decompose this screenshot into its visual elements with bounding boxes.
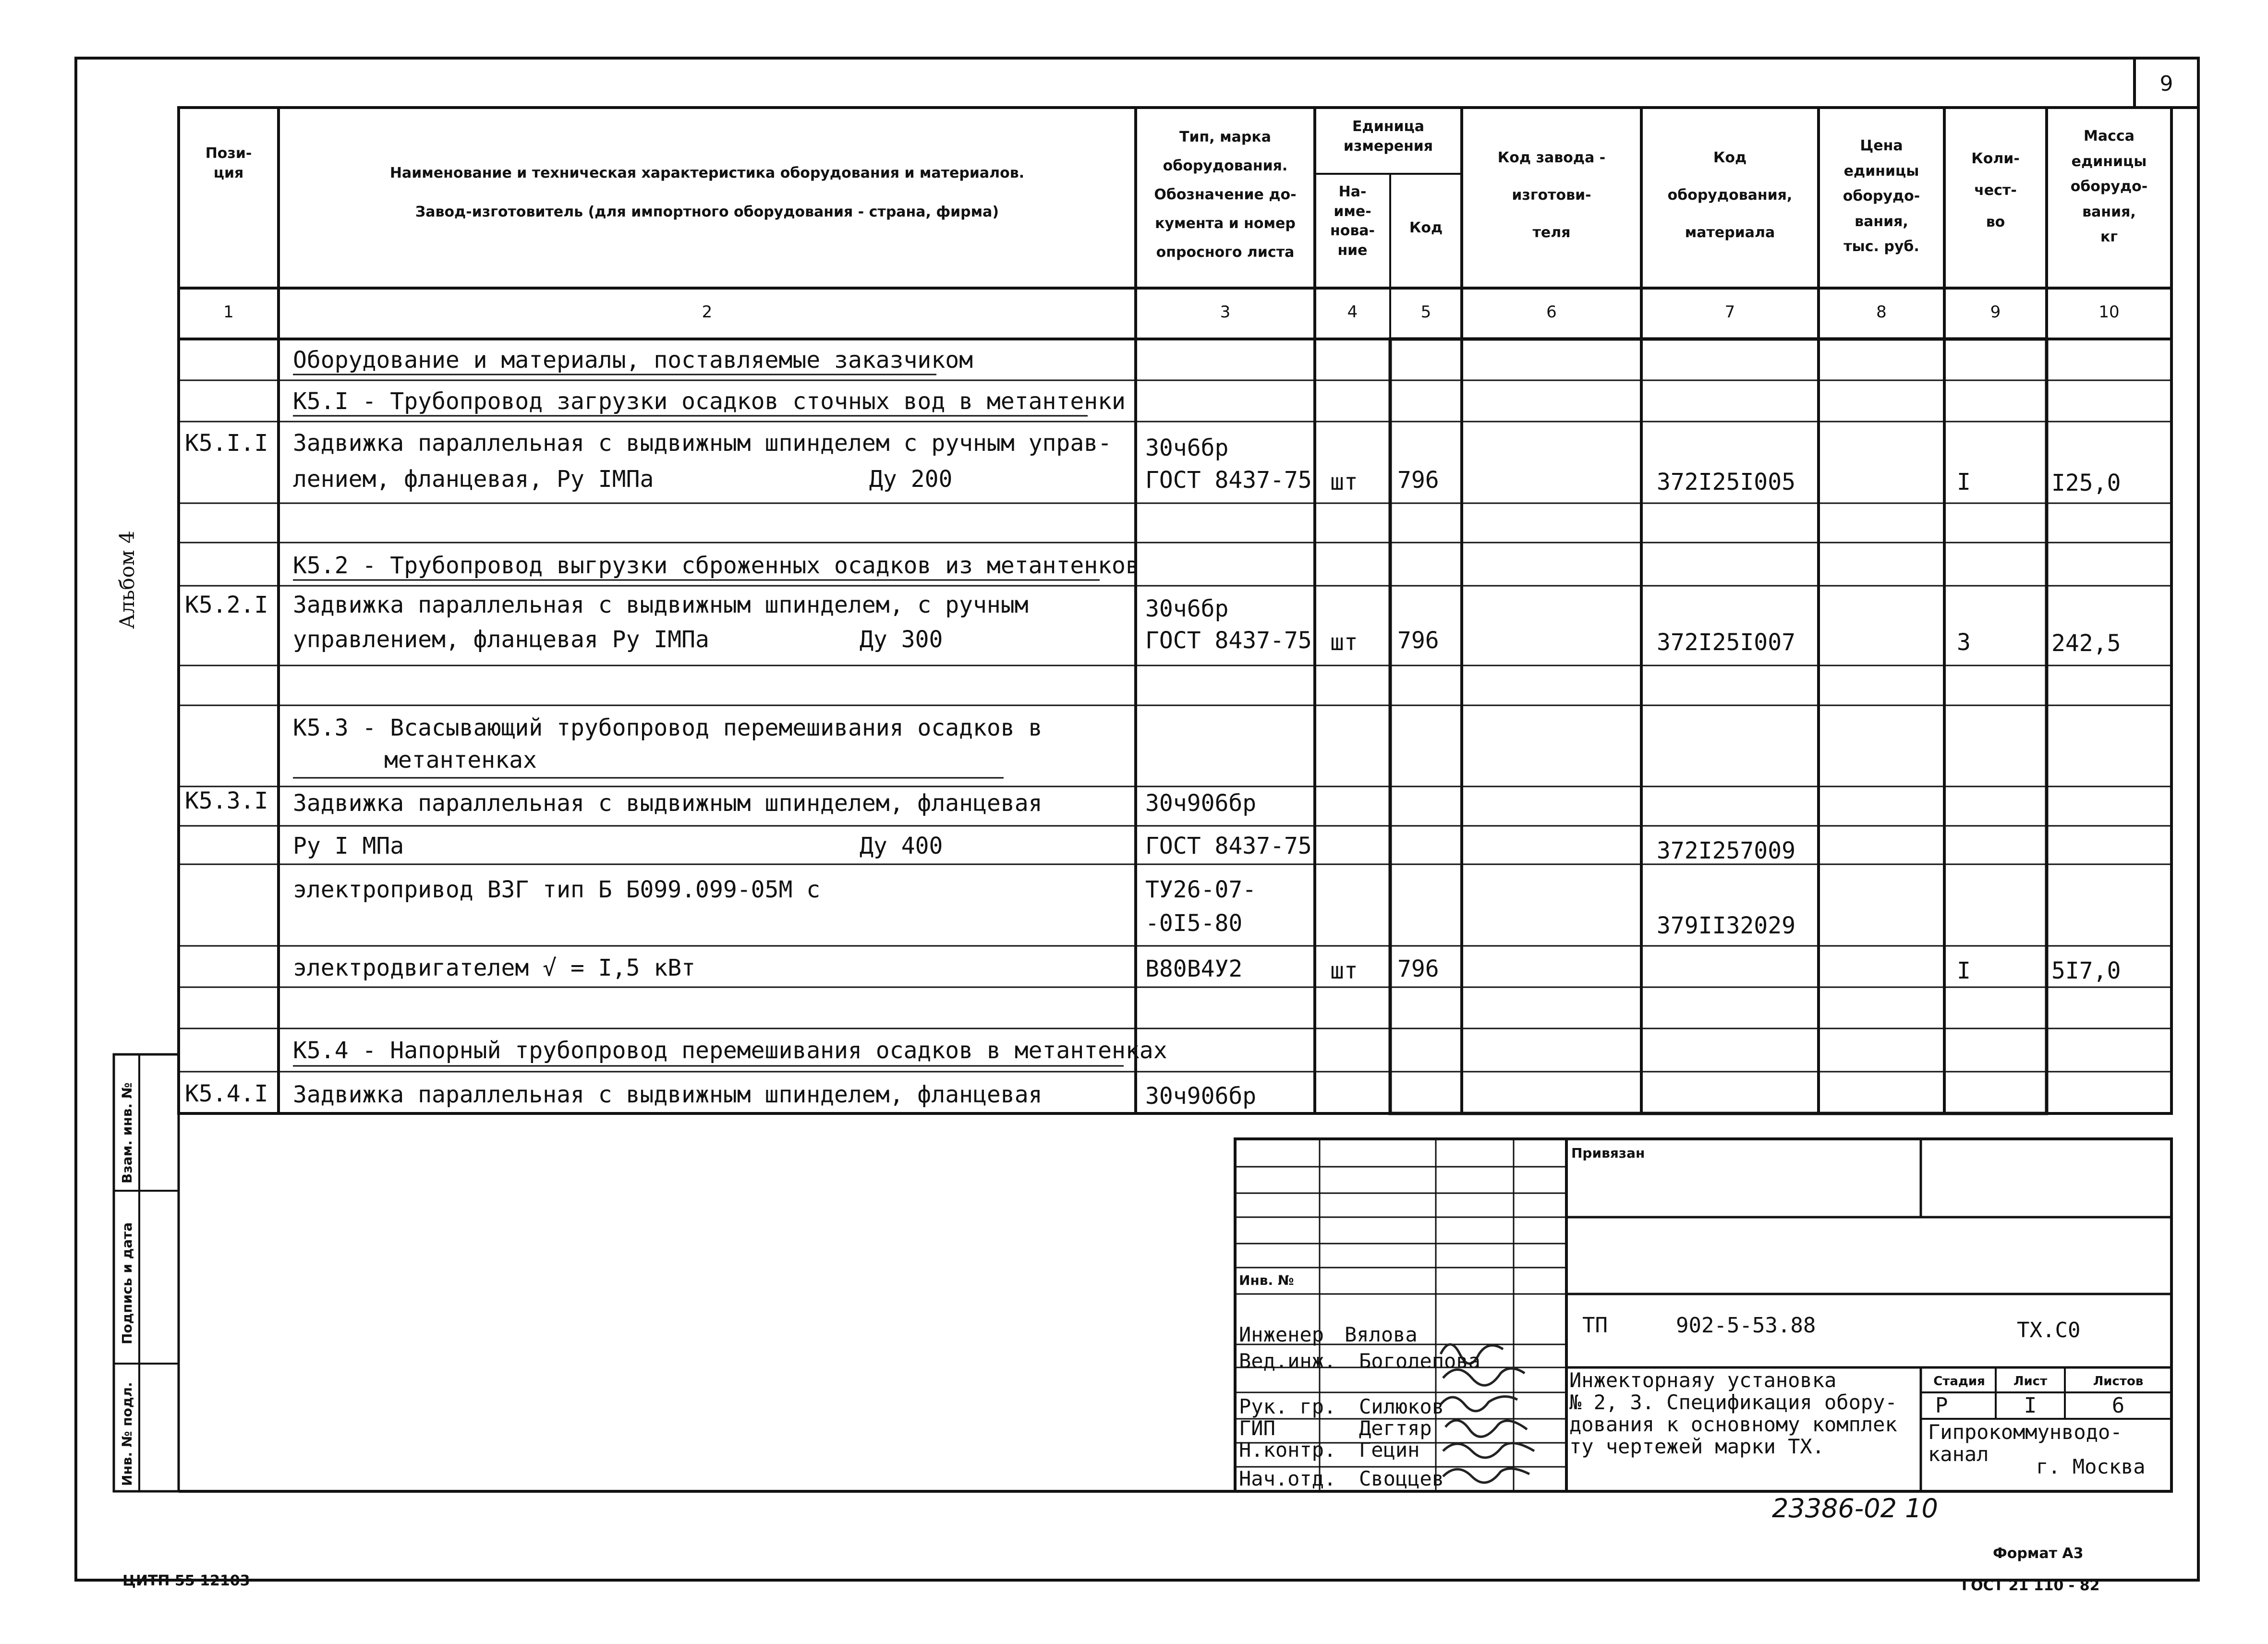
format-label: Формат А3	[1993, 1545, 2084, 1562]
table-cell-du: Ду 200	[869, 466, 953, 493]
sig-role: Вед.инж.	[1239, 1349, 1336, 1373]
col-header-unit-group: Единица измерения	[1343, 118, 1433, 155]
table-cell-type: В80В4У2	[1145, 955, 1243, 982]
table-cell-code: 372I257009	[1657, 837, 1795, 864]
tb-sheet-header: Лист	[2013, 1374, 2048, 1389]
table-cell-unit-code: 796	[1397, 467, 1439, 494]
table-cell-type: ТУ26-07-	[1145, 876, 1257, 903]
tb-stage: Р	[1935, 1393, 1948, 1418]
table-cell-mass: 5I7,0	[2051, 957, 2121, 984]
section-title: К5.2 - Трубопровод выгрузки сброженных осадков из метантенков	[293, 552, 1140, 579]
col-header-type: Тип, марка оборудования. Обозначение до- кумента и номер опросного листа	[1154, 129, 1297, 261]
printer-label: ЦИТП 55 12103	[122, 1572, 250, 1589]
tb-city: г. Москва	[2036, 1455, 2146, 1478]
stamp-vzam-inv: Взам. инв. №	[119, 1082, 135, 1184]
table-cell-du: Ду 300	[860, 626, 943, 653]
section-title: Оборудование и материалы, поставляемые заказчиком	[293, 347, 973, 374]
table-cell-name: Задвижка параллельная с выдвижным шпинделем, фланцевая	[293, 1081, 1043, 1108]
table-cell-name: Задвижка параллельная с выдвижным шпинделем, с ручным	[293, 592, 1029, 618]
table-cell-position: К5.I.I	[185, 430, 268, 457]
table-cell-du: Ду 400	[860, 833, 943, 859]
sig-name: Вялова	[1345, 1323, 1418, 1346]
table-cell-type: ГОСТ 8437-75	[1145, 467, 1312, 494]
tb-sheets: 6	[2111, 1393, 2125, 1418]
sig-role: Рук. гр.	[1239, 1395, 1336, 1418]
sig-name: Своццев	[1359, 1467, 1444, 1490]
table-cell-position: К5.3.I	[185, 787, 268, 814]
album-label: Альбом 4	[115, 531, 139, 629]
table-cell-code: 372I25I005	[1657, 469, 1795, 496]
table-cell-type: ГОСТ 8437-75	[1145, 627, 1312, 654]
table-cell-name: управлением, фланцевая Ру IМПа	[293, 626, 709, 653]
table-cell-type-cont: -0I5-80	[1145, 910, 1243, 937]
archive-number: 23386-02 10	[1772, 1493, 1938, 1523]
sig-name: Гецин	[1359, 1438, 1420, 1462]
table-cell-qty: I	[1957, 469, 1971, 496]
table-cell-name: электропривод ВЗГ тип Б Б099.099-05М с	[293, 876, 821, 903]
sig-role: ГИП	[1239, 1416, 1275, 1440]
table-cell-type: 30ч6бр	[1145, 595, 1229, 622]
tb-org: Гипрокоммунводо- канал	[1928, 1420, 2122, 1466]
col-header-price: Цена единицы оборудо- вания, тыс. руб.	[1843, 137, 1920, 255]
table-cell-position: К5.2.I	[185, 592, 268, 618]
tb-sheet: I	[2024, 1393, 2037, 1418]
table-cell-qty: 3	[1957, 629, 1971, 656]
table-cell-unit-code: 796	[1397, 955, 1439, 982]
tb-sheets-header: Листов	[2093, 1374, 2144, 1389]
table-cell-name: Задвижка параллельная с выдвижным шпинделем с ручным управ-	[293, 430, 1112, 457]
table-cell-mass: I25,0	[2051, 470, 2121, 496]
stamp-vzam-wrap	[119, 1082, 220, 1199]
col-header-unit-code: Код	[1409, 219, 1443, 236]
table-cell-type: 30ч6бр	[1145, 435, 1229, 461]
sheet-number: 9	[2159, 72, 2173, 96]
col-num-3: 3	[1220, 302, 1231, 322]
album-label-wrap	[115, 531, 214, 653]
sig-name: Силюков	[1359, 1395, 1444, 1418]
table-cell-unit: шт	[1330, 629, 1358, 656]
col-num-4: 4	[1347, 302, 1358, 322]
gost-label: ГОСТ 21 110 - 82	[1962, 1577, 2100, 1594]
table-cell-name: Ру I МПа	[293, 833, 404, 859]
col-header-qty: Коли- чест- во	[1971, 150, 2020, 230]
tb-inv-no: Инв. №	[1239, 1272, 1294, 1288]
table-cell-type: ГОСТ 8437-75	[1145, 833, 1312, 859]
table-cell-mass: 242,5	[2051, 630, 2121, 657]
tb-doc-code: ТП	[1582, 1313, 1608, 1338]
col-header-factory: Код завода - изготови- теля	[1497, 149, 1606, 241]
section-title: К5.3 - Всасывающий трубопровод перемешивания осадков в	[293, 714, 1043, 741]
table-cell-name: электродвигателем √ = I,5 кВт	[293, 955, 696, 981]
col-header-name: Наименование и техническая характеристика оборудования и материалов. Завод-изготовитель (для импортного оборудования - страна, фирма)	[389, 165, 1025, 220]
table-cell-name: лением, фланцевая, Ру IМПа	[293, 466, 654, 493]
sig-name: Боголепова	[1359, 1349, 1480, 1373]
col-num-1: 1	[223, 302, 234, 322]
tb-doc-mark: ТХ.С0	[2017, 1318, 2081, 1342]
table-cell-qty: I	[1957, 957, 1971, 984]
col-num-7: 7	[1724, 302, 1735, 322]
col-header-mass: Масса единицы оборудо- вания, кг	[2070, 128, 2148, 245]
section-title-cont: метантенках	[384, 747, 537, 774]
stamp-podpis-wrap	[119, 1222, 241, 1360]
col-header-code: Код оборудования, материала	[1667, 149, 1793, 241]
table-cell-unit: шт	[1330, 957, 1358, 984]
table-cell-code: 372I25I007	[1657, 629, 1795, 656]
sig-role: Инженер	[1239, 1323, 1324, 1346]
sig-role: Нач.отд.	[1239, 1467, 1336, 1490]
stamp-inv-podl: Инв. № подл.	[119, 1382, 135, 1486]
col-num-10: 10	[2098, 302, 2120, 322]
table-cell-type: 30ч906бр	[1145, 790, 1257, 817]
section-title: К5.4 - Напорный трубопровод перемешивания осадков в метантенках	[293, 1037, 1167, 1064]
tb-description: Инжекторнаяу установка № 2, 3. Спецификация обору- дования к основному комплек ту чертежей марки ТХ.	[1569, 1368, 1897, 1458]
col-num-2: 2	[702, 302, 713, 322]
table-cell-name: Задвижка параллельная с выдвижным шпинделем, фланцевая	[293, 790, 1043, 817]
table-cell-unit: шт	[1330, 469, 1358, 496]
col-num-5: 5	[1420, 302, 1431, 322]
section-title: К5.I - Трубопровод загрузки осадков сточных вод в метантенки	[293, 388, 1126, 415]
col-num-8: 8	[1876, 302, 1887, 322]
stamp-podpis-data: Подпись и дата	[119, 1222, 135, 1344]
table-cell-type: 30ч906бр	[1145, 1083, 1257, 1110]
tb-doc-number: 902-5-53.88	[1676, 1313, 1816, 1338]
col-num-6: 6	[1546, 302, 1557, 322]
table-cell-code: 379II32029	[1657, 912, 1795, 939]
col-header-unit-name: На- име- нова- ние	[1330, 183, 1375, 259]
tb-stage-header: Стадия	[1933, 1374, 1985, 1389]
tb-privyazan: Привязан	[1571, 1145, 1645, 1161]
table-cell-position: К5.4.I	[185, 1080, 268, 1107]
col-header-position: Пози- ция	[205, 145, 252, 181]
sig-name: Дегтяр	[1359, 1416, 1432, 1440]
table-cell-unit-code: 796	[1397, 627, 1439, 654]
col-num-9: 9	[1990, 302, 2001, 322]
sig-role: Н.контр.	[1239, 1438, 1336, 1462]
stamp-inv-podl-wrap	[119, 1382, 223, 1502]
